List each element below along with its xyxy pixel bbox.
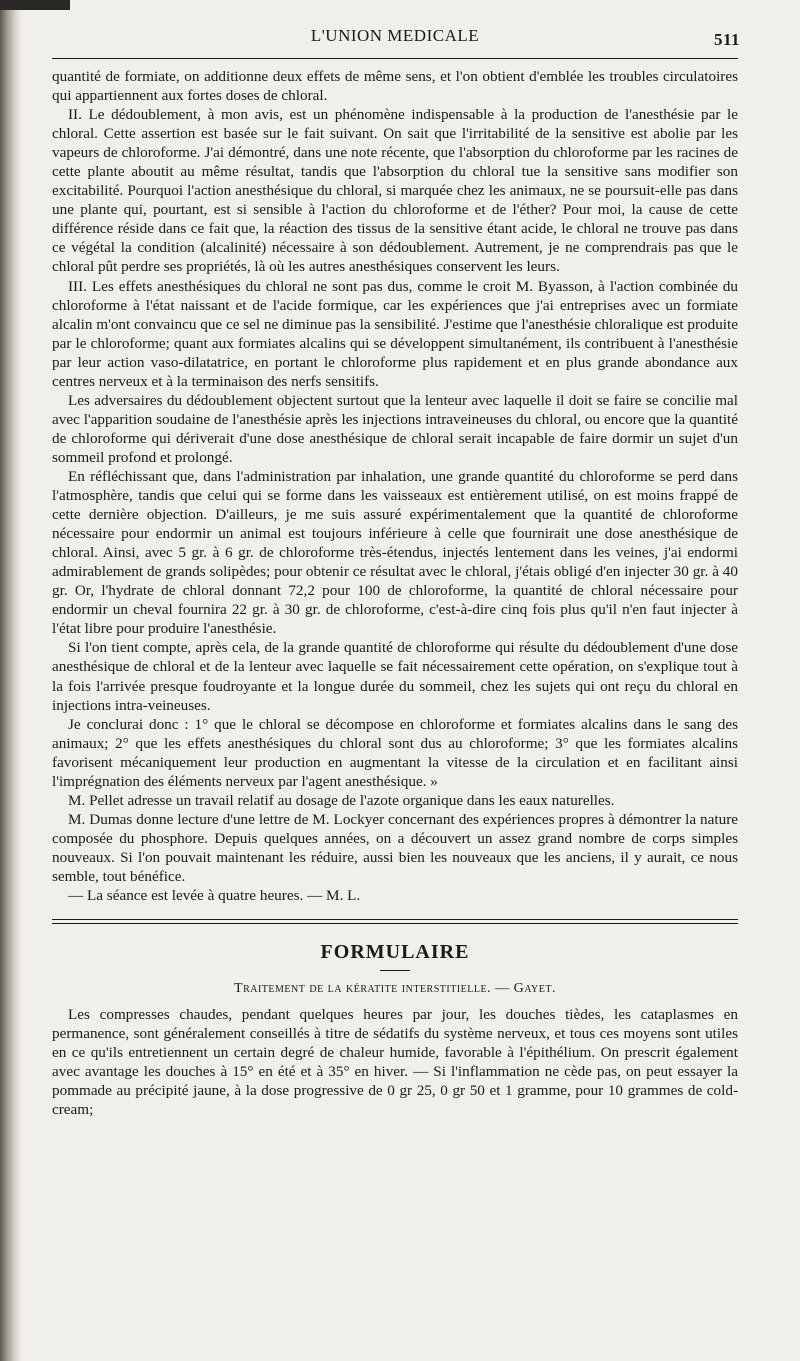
formulaire-body [52, 1005, 738, 1119]
running-title: L'UNION MEDICALE [310, 26, 480, 45]
paragraph: III. Les effets anesthésiques du chloral ne sont pas dus, comme le croit M. Byasson, à l'action combinée du chloroforme à l'état naissant et de l'acide formique, car les expériences que j'ai entreprises avec un formiate alcalin m'ont convaincu que ce sel ne diminue pas la sensibilité. J'estime que l'anesthésie chloralique est produite par le chloroforme; quant aux formiates alcalins qui se développent simultanément, ils contribuent à l'anesthésie par leur action vaso-dilatatrice, en portant le chloroforme plus rapidement et en plus grande abondance aux centres nerveux et à la terminaison des nerfs sensitifs. [52, 277, 738, 390]
paragraph: Si l'on tient compte, après cela, de la grande quantité de chloroforme qui résulte du dédoublement d'une dose anesthésique de chloral et de la lenteur avec laquelle se fait nécessairement cette opération, on s'explique tout à la fois l'arrivée presque foudroyante et la longue durée du sommeil, chez les sujets qui ont reçu du chloral en injections intra-veineuses. [52, 639, 738, 714]
page-binding-shadow [0, 0, 22, 1361]
subheading: Traitement de la kératite interstitielle. — Gayet. [234, 981, 556, 997]
paragraph: Les adversaires du dédoublement objectent surtout que la lenteur avec laquelle il doit se faire se concilie mal avec l'apparition soudaine de l'anesthésie après les injections intraveineuses du chloral, ou encore que la quantité de chloroforme qui dériverait d'une dose anesthésique de chloral serait incapable de faire dormir un sujet d'un sommeil profond et prolongé. [52, 391, 738, 466]
page-number: 511 [713, 30, 740, 49]
paragraph: Je conclurai donc : 1° que le chloral se décompose en chloroforme et formiates alcalins dans le sang des animaux; 2° que les effets anesthésiques du chloral sont dus au chloroforme; 3° que les formiates alcalins favorisent mécaniquement leur production en augmentant la vitesse de la circulation et en facilitant ainsi l'imprégnation des éléments nerveux par l'agent anesthésique. » [52, 715, 738, 790]
paragraph: M. Pellet adresse un travail relatif au dosage de l'azote organique dans les eaux naturelles. [68, 791, 615, 809]
running-header [52, 22, 738, 52]
article-body [52, 67, 738, 905]
section-heading: FORMULAIRE [320, 941, 470, 964]
paragraph: — La séance est levée à quatre heures. — M. L. [68, 887, 361, 905]
section-divider [52, 919, 738, 927]
header-rule [52, 58, 738, 59]
journal-page [52, 22, 738, 1119]
paragraph: En réfléchissant que, dans l'administration par inhalation, une grande quantité du chloroforme se perd dans l'atmosphère, tandis que celui qui se forme dans les vaisseaux est entièrement utilisé, on est moins frappé de cette dernière objection. D'ailleurs, je me suis assuré expérimentalement que la quantité de chloroforme nécessaire pour endormir un animal est toujours inférieure à celle que fournirait une dose anesthésique de chloral. Ainsi, avec 5 gr. à 6 gr. de chloroforme très-étendus, injectés lentement dans les veines, j'ai endormi admirablement de grands solipèdes; pour obtenir ce résultat avec le chloral, j'étais obligé d'en injecter 30 gr. à 40 gr. Or, l'hydrate de chloral donnant 72,2 pour 100 de chloroforme, la quantité de chloral nécessaire pour endormir un cheval fournira 22 gr. à 30 gr. de chloroforme, c'est-à-dire cinq fois plus qu'il n'en faut injecter à l'état libre pour produire l'anesthésie. [52, 467, 738, 638]
scan-corner-mark [0, 0, 70, 10]
heading-rule [380, 970, 410, 971]
paragraph: quantité de formiate, on additionne deux effets de même sens, et l'on obtient d'emblée les troubles circulatoires qui appartiennent aux fortes doses de chloral. [52, 68, 738, 105]
paragraph: Les compresses chaudes, pendant quelques heures par jour, les douches tièdes, les cataplasmes en permanence, sont généralement conseillés à titre de sédatifs du système nerveux, et tous ces moyens sont utiles en ce qu'ils entretiennent un certain degré de chaleur humide, favorable à l'épithélium. On prescrit également avec avantage les douches à 15° en été et à 35° en hiver. — Si l'inflammation ne cède pas, on peut essayer la pommade au précipité jaune, à la dose progressive de 0 gr 25, 0 gr 50 et 1 gramme, pour 10 grammes de cold-cream; [52, 1006, 738, 1119]
paragraph: M. Dumas donne lecture d'une lettre de M. Lockyer concernant des expériences propres à démontrer la nature composée du phosphore. Depuis quelques années, on a découvert un assez grand nombre de corps simples nouveaux. Si l'on pouvait maintenant les réduire, aussi bien les nouveaux que les anciens, il y aurait, ce nous semble, tout bénéfice. [52, 810, 738, 885]
paragraph: II. Le dédoublement, à mon avis, est un phénomène indispensable à la production de l'anesthésie par le chloral. Cette assertion est basée sur le fait suivant. On sait que l'irritabilité de la sensitive est abolie par les vapeurs de chloroforme. J'ai démontré, dans une note récente, que l'absorption du chloroforme par les racines de cette plante aboutit au même résultat, tandis que l'absorption du chloral tue la sensitive sans modifier son excitabilité. Pourquoi l'action anesthésique du chloral, si marquée chez les animaux, ne se poursuit-elle pas dans une plante qui, pourtant, est si sensible à l'action du chloroforme et de l'éther? Pour moi, la cause de cette différence réside dans ce fait que, la réaction des tissus de la sensitive étant acide, le chloral ne trouve pas dans ce végétal la condition (alcalinité) nécessaire à son dédoublement. Autrement, je ne comprendrais pas que le chloral pût perdre ses propriétés, là où les autres anesthésiques conservent les leurs. [52, 106, 738, 276]
